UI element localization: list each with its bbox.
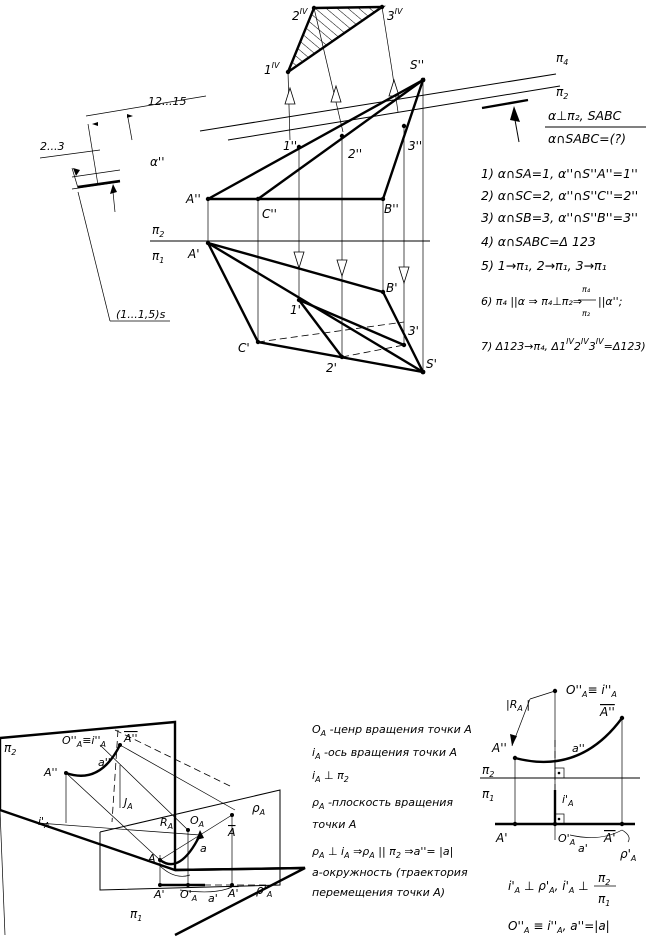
bl-A2: A'' xyxy=(44,766,58,779)
br-OA2: $O''_A\equiv i''_A$ xyxy=(566,683,617,699)
label-pi4: $\pi_4$ xyxy=(556,51,569,67)
br-formula1: $i'_A$ ⊥ $\rho'_A$, $i'_A$ ⊥ xyxy=(508,879,589,895)
br-frac-bot: $\pi_1$ xyxy=(598,892,611,908)
legend-line-0: $O_A$ -ценр вращения точки A xyxy=(312,723,472,738)
bottom-right-diagram xyxy=(480,683,640,935)
label-C2: C'' xyxy=(262,207,277,221)
label-2-1: 2' xyxy=(326,361,337,375)
condition-line2: α∩SABC=(?) xyxy=(548,131,627,146)
bl-a2: a'' xyxy=(98,756,111,769)
br-formula2: $O''_A \equiv i''_A$, a''=|a| xyxy=(508,919,610,935)
bl-a: a xyxy=(200,842,207,855)
label-3-2: 3'' xyxy=(408,139,423,153)
label-1-1: 1' xyxy=(290,303,301,317)
label-2-2: 2'' xyxy=(348,147,363,161)
label-3-1: 3' xyxy=(408,324,419,338)
legend-line-3: $\rho_A$ -плоскость вращения xyxy=(312,796,454,811)
label-S2: S'' xyxy=(410,58,425,72)
step-7: 7) Δ123→π₄, $\Delta 1^{IV}2^{IV}3^{IV}=\Delta 123$) xyxy=(481,337,646,353)
legend xyxy=(312,723,472,899)
bl-pi1: $\pi_1$ xyxy=(130,907,143,923)
dim-s: (1...1,5)s xyxy=(116,308,166,321)
br-frac-top: $\pi_2$ xyxy=(598,871,611,887)
step-2: 2) α∩SC=2, α''∩S''C''=2'' xyxy=(481,188,639,203)
label-3IV: $3^{IV}$ xyxy=(387,7,403,23)
bl-a1: a' xyxy=(208,892,218,905)
label-pi2-right: $\pi_2$ xyxy=(556,85,569,101)
label-B2: B'' xyxy=(384,202,399,216)
step-6-frac-bot: π₂ xyxy=(582,309,591,318)
bl-O1: $O'_A$ xyxy=(180,888,198,903)
label-C1: C' xyxy=(238,341,250,355)
br-pi1: $\pi_1$ xyxy=(482,787,495,803)
bl-rhoA: $\rho_A$ xyxy=(252,801,266,817)
br-rho1: $\rho'_A$ xyxy=(620,847,637,863)
legend-line-6: a-окружность (траектория xyxy=(312,866,468,879)
bl-A: A xyxy=(148,852,156,865)
br-A2: A'' xyxy=(492,741,507,755)
bl-OA2: $O''_A\equiv i''_A$ xyxy=(62,734,107,749)
label-B1: B' xyxy=(386,281,398,295)
label-1-2: 1'' xyxy=(283,139,298,153)
step-6-frac-top: π₄ xyxy=(582,285,591,294)
label-alpha2: α'' xyxy=(150,155,165,169)
dim-2-3: 2...3 xyxy=(40,140,65,153)
label-2IV: $2^{IV}$ xyxy=(292,7,308,23)
br-a2: a'' xyxy=(572,742,585,755)
label-A1: A' xyxy=(188,247,200,261)
legend-line-1: $i_A$ -ось вращения точки A xyxy=(312,746,458,761)
bl-Abar1: A' xyxy=(228,887,239,900)
legend-line-5: $\rho_A$ ⊥ $i_A$ $\Rightarrow\rho_A$ || $\pi_2$ ⇒a''= |a| xyxy=(312,845,454,860)
bottom-left-diagram xyxy=(0,722,305,935)
step-5: 5) 1→π₁, 2→π₁, 3→π₁ xyxy=(481,258,607,273)
br-RA: $|R_A$ | xyxy=(506,698,531,713)
condition-line1: α⊥π₂, SABC xyxy=(548,108,622,123)
dim-12-15: 12...15 xyxy=(148,95,187,108)
step-6: 6) π₄ ||α ⇒ π₄⊥π₂⇒ xyxy=(481,295,583,308)
step-6-tail: ||α''; xyxy=(598,295,623,308)
bl-A1: A' xyxy=(154,888,165,901)
bl-Abar: A xyxy=(228,826,236,839)
bl-RA: $R_A$ xyxy=(160,816,174,831)
legend-line-4: точки A xyxy=(312,818,357,831)
br-pi2: $\pi_2$ xyxy=(482,763,495,779)
label-S1: S' xyxy=(426,357,437,371)
label-pi2-left: $\pi_2$ xyxy=(152,223,165,239)
label-A2: A'' xyxy=(186,192,201,206)
label-1IV: $1^{IV}$ xyxy=(264,61,280,77)
bl-rho1: $\rho'_A$ xyxy=(256,883,273,899)
point-dots xyxy=(206,5,426,375)
bl-OA: $O_A$ xyxy=(190,814,205,829)
br-Abar1: A' xyxy=(604,831,616,845)
br-a1: a' xyxy=(578,842,588,855)
legend-line-7: перемещения точки A) xyxy=(312,886,446,899)
label-pi1-left: $\pi_1$ xyxy=(152,249,165,265)
step-1: 1) α∩SA=1, α''∩S''A''=1'' xyxy=(481,166,638,181)
legend-line-2: $i_A$ ⊥ $\pi_2$ xyxy=(312,769,349,784)
br-O1: $O'_A$ xyxy=(558,832,576,847)
br-iA1: $i'_A$ xyxy=(562,793,574,808)
br-Abar2: A'' xyxy=(600,705,615,719)
bl-JA: $J_A$ xyxy=(124,796,133,811)
bl-iA1: $i'_A$ xyxy=(38,815,50,830)
bl-Abar2: A'' xyxy=(124,732,138,745)
step-4: 4) α∩SABC=Δ 123 xyxy=(481,234,596,249)
step-3: 3) α∩SB=3, α''∩S''B''=3'' xyxy=(481,210,638,225)
bl-pi2: $\pi_2$ xyxy=(4,741,17,757)
br-A1: A' xyxy=(496,831,508,845)
top-diagram xyxy=(40,5,646,375)
